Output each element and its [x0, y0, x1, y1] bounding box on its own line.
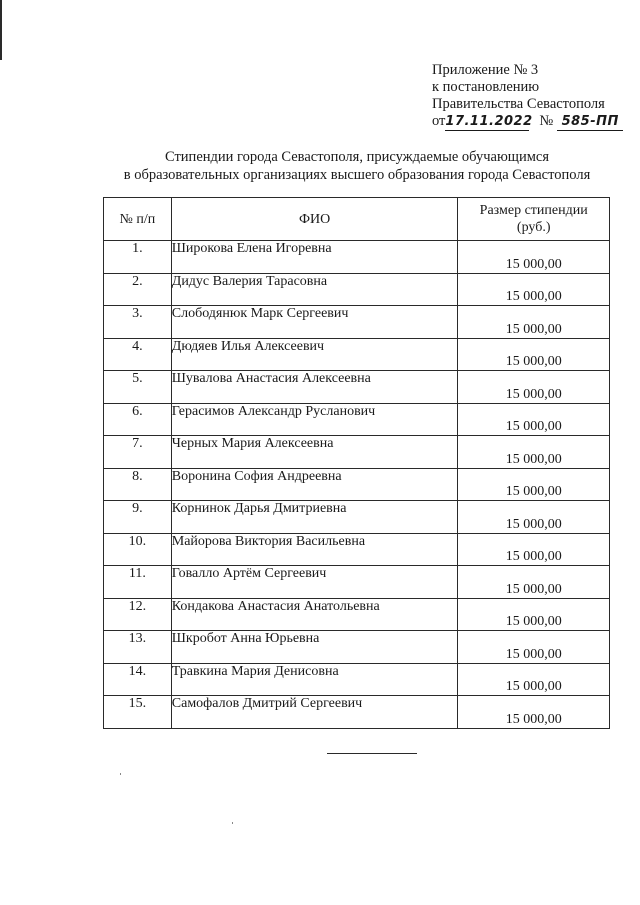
header-amount-line2: (руб.) — [516, 220, 551, 235]
student-name: Дюдяев Илья Алексеевич — [171, 338, 458, 371]
student-name: Говалло Артём Сергеевич — [171, 566, 458, 599]
scholarship-amount: 15 000,00 — [458, 696, 610, 729]
student-name: Травкина Мария Денисовна — [171, 663, 458, 696]
row-number: 5. — [104, 371, 172, 404]
scholarship-amount: 15 000,00 — [458, 241, 610, 274]
table-row — [104, 273, 610, 306]
table-body — [104, 241, 610, 729]
appendix-number: Приложение № 3 — [432, 62, 539, 78]
resolution-date: 17.11.2022 — [445, 114, 533, 129]
row-number: 8. — [104, 468, 172, 501]
table-row — [104, 338, 610, 371]
student-name: Широкова Елена Игоревна — [171, 241, 458, 274]
table-row — [104, 663, 610, 696]
table-row — [104, 241, 610, 274]
scholarship-amount: 15 000,00 — [458, 436, 610, 469]
student-name: Дидус Валерия Тарасовна — [171, 273, 458, 306]
student-name: Шувалова Анастасия Алексеевна — [171, 371, 458, 404]
scan-speck — [120, 773, 121, 775]
table-header-row — [104, 198, 610, 241]
row-number: 11. — [104, 566, 172, 599]
row-number: 13. — [104, 631, 172, 664]
table-row — [104, 533, 610, 566]
title-line-1: Стипендии города Севастополя, присуждаемые обучающимся — [164, 149, 549, 165]
resolution-number: 585-ПП — [557, 113, 623, 131]
student-name: Слободянюк Марк Сергеевич — [171, 306, 458, 339]
table-row — [104, 696, 610, 729]
scholarship-amount: 15 000,00 — [458, 338, 610, 371]
row-number: 10. — [104, 533, 172, 566]
number-sign: № — [539, 113, 554, 129]
table-row — [104, 501, 610, 534]
title-line-2: в образовательных организациях высшего образования города Севастополя — [123, 167, 591, 183]
student-name: Черных Мария Алексеевна — [171, 436, 458, 469]
table-row — [104, 468, 610, 501]
scholarship-amount: 15 000,00 — [458, 273, 610, 306]
table-row — [104, 436, 610, 469]
student-name: Майорова Виктория Васильевна — [171, 533, 458, 566]
row-number: 7. — [104, 436, 172, 469]
scholarship-amount: 15 000,00 — [458, 403, 610, 436]
scholarship-amount: 15 000,00 — [458, 501, 610, 534]
table-row — [104, 566, 610, 599]
row-number: 2. — [104, 273, 172, 306]
document-title — [100, 148, 614, 184]
table-row — [104, 371, 610, 404]
scan-edge-mark — [0, 0, 2, 60]
table-row — [104, 403, 610, 436]
scholarship-amount: 15 000,00 — [458, 533, 610, 566]
scholarship-amount: 15 000,00 — [458, 306, 610, 339]
student-name: Шкробот Анна Юрьевна — [171, 631, 458, 664]
row-number: 15. — [104, 696, 172, 729]
appendix-header — [432, 62, 623, 131]
table-row — [104, 306, 610, 339]
row-number: 12. — [104, 598, 172, 631]
header-amount-line1: Размер стипендии — [479, 203, 588, 218]
appendix-date-line — [432, 113, 623, 131]
row-number: 3. — [104, 306, 172, 339]
end-rule — [327, 753, 417, 754]
scholarship-amount: 15 000,00 — [458, 371, 610, 404]
table-row — [104, 631, 610, 664]
header-amount — [458, 198, 610, 241]
scholarship-amount: 15 000,00 — [458, 598, 610, 631]
scholarship-amount: 15 000,00 — [458, 631, 610, 664]
header-name: ФИО — [171, 198, 458, 241]
student-name: Воронина София Андреевна — [171, 468, 458, 501]
date-prefix: от — [432, 113, 446, 129]
student-name: Самофалов Дмитрий Сергеевич — [171, 696, 458, 729]
scholarship-amount: 15 000,00 — [458, 468, 610, 501]
row-number: 4. — [104, 338, 172, 371]
scan-speck — [232, 822, 233, 824]
scholarship-table — [103, 197, 610, 729]
appendix-issuer: Правительства Севастополя — [432, 96, 605, 112]
row-number: 6. — [104, 403, 172, 436]
header-num: № п/п — [104, 198, 172, 241]
student-name: Корнинок Дарья Дмитриевна — [171, 501, 458, 534]
row-number: 9. — [104, 501, 172, 534]
student-name: Герасимов Александр Русланович — [171, 403, 458, 436]
row-number: 14. — [104, 663, 172, 696]
scholarship-amount: 15 000,00 — [458, 566, 610, 599]
scholarship-amount: 15 000,00 — [458, 663, 610, 696]
row-number: 1. — [104, 241, 172, 274]
table-row — [104, 598, 610, 631]
appendix-resolution-ref: к постановлению — [432, 79, 540, 95]
student-name: Кондакова Анастасия Анатольевна — [171, 598, 458, 631]
